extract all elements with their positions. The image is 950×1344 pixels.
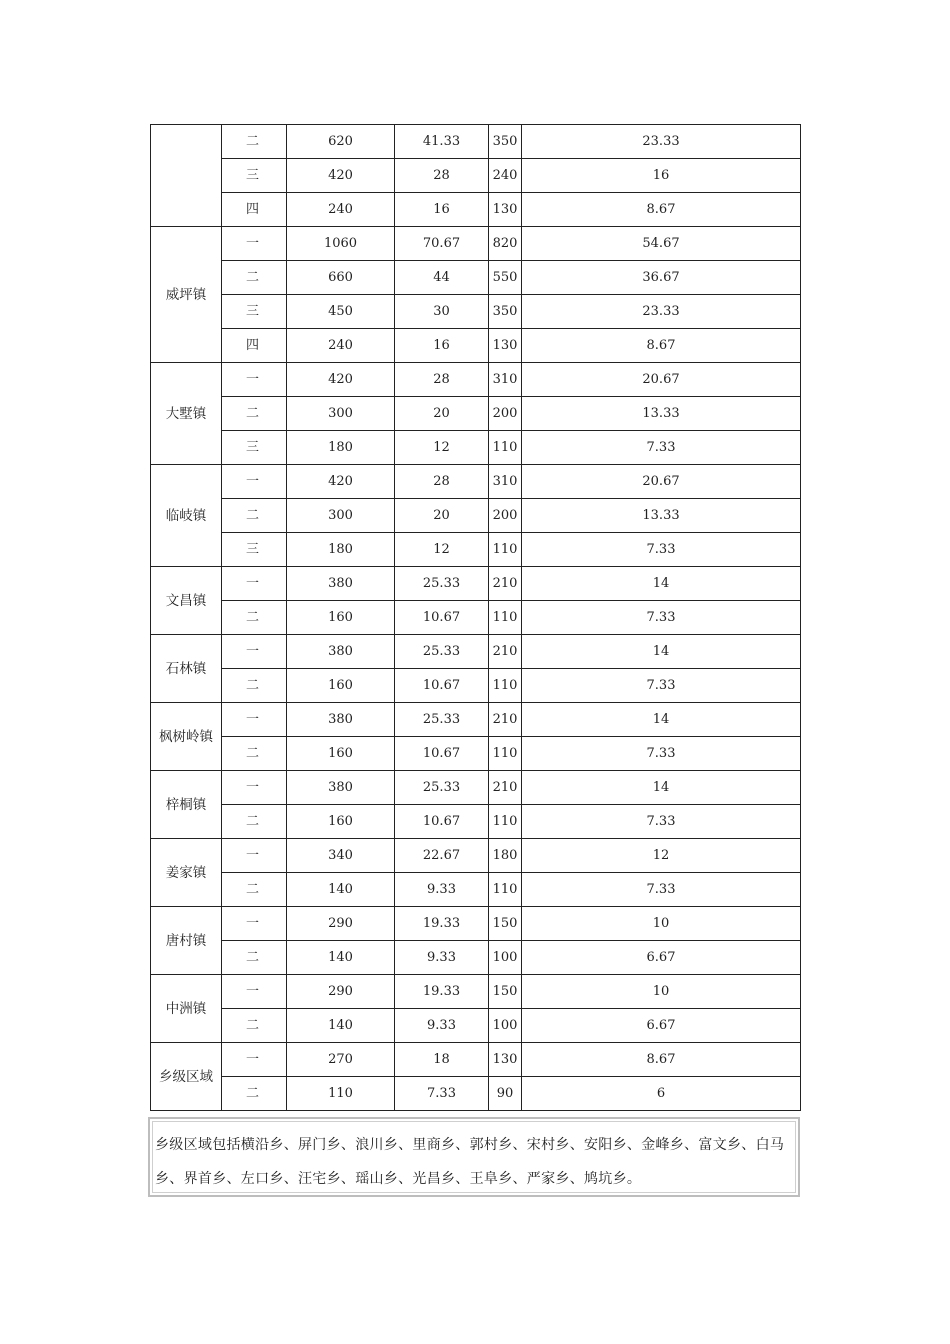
table-row bbox=[151, 533, 801, 567]
value-d-cell: 6.67 bbox=[522, 941, 801, 975]
value-a-cell: 660 bbox=[287, 261, 395, 295]
table-row bbox=[151, 1009, 801, 1043]
value-c-cell: 820 bbox=[489, 227, 522, 261]
value-c-cell: 110 bbox=[489, 805, 522, 839]
value-a-cell: 340 bbox=[287, 839, 395, 873]
grade-cell: 三 bbox=[222, 431, 287, 465]
value-d-cell: 23.33 bbox=[522, 295, 801, 329]
table-row bbox=[151, 941, 801, 975]
value-c-cell: 550 bbox=[489, 261, 522, 295]
note-box bbox=[148, 1117, 800, 1197]
value-b-cell: 16 bbox=[395, 193, 489, 227]
value-a-cell: 240 bbox=[287, 193, 395, 227]
value-a-cell: 270 bbox=[287, 1043, 395, 1077]
table-row bbox=[151, 363, 801, 397]
value-b-cell: 20 bbox=[395, 397, 489, 431]
town-name-cell: 枫树岭镇 bbox=[151, 703, 222, 771]
table-row bbox=[151, 329, 801, 363]
grade-cell: 一 bbox=[222, 771, 287, 805]
value-d-cell: 6 bbox=[522, 1077, 801, 1111]
table-row bbox=[151, 975, 801, 1009]
grade-cell: 一 bbox=[222, 907, 287, 941]
grade-cell: 二 bbox=[222, 669, 287, 703]
value-b-cell: 18 bbox=[395, 1043, 489, 1077]
value-a-cell: 1060 bbox=[287, 227, 395, 261]
value-c-cell: 110 bbox=[489, 431, 522, 465]
value-d-cell: 23.33 bbox=[522, 125, 801, 159]
table-row bbox=[151, 567, 801, 601]
value-b-cell: 19.33 bbox=[395, 975, 489, 1009]
value-b-cell: 25.33 bbox=[395, 635, 489, 669]
grade-cell: 一 bbox=[222, 975, 287, 1009]
value-b-cell: 20 bbox=[395, 499, 489, 533]
value-a-cell: 420 bbox=[287, 465, 395, 499]
grade-cell: 二 bbox=[222, 261, 287, 295]
grade-cell: 二 bbox=[222, 601, 287, 635]
table-row bbox=[151, 703, 801, 737]
value-c-cell: 110 bbox=[489, 669, 522, 703]
value-d-cell: 14 bbox=[522, 703, 801, 737]
table-row bbox=[151, 295, 801, 329]
table-row bbox=[151, 1043, 801, 1077]
value-b-cell: 9.33 bbox=[395, 1009, 489, 1043]
table-row bbox=[151, 159, 801, 193]
value-c-cell: 110 bbox=[489, 533, 522, 567]
value-b-cell: 19.33 bbox=[395, 907, 489, 941]
value-c-cell: 130 bbox=[489, 193, 522, 227]
value-c-cell: 210 bbox=[489, 703, 522, 737]
value-a-cell: 300 bbox=[287, 499, 395, 533]
value-d-cell: 10 bbox=[522, 907, 801, 941]
value-b-cell: 7.33 bbox=[395, 1077, 489, 1111]
value-d-cell: 8.67 bbox=[522, 329, 801, 363]
value-b-cell: 28 bbox=[395, 159, 489, 193]
grade-cell: 二 bbox=[222, 1009, 287, 1043]
grade-cell: 一 bbox=[222, 465, 287, 499]
value-b-cell: 10.67 bbox=[395, 737, 489, 771]
value-b-cell: 10.67 bbox=[395, 805, 489, 839]
value-a-cell: 160 bbox=[287, 601, 395, 635]
value-d-cell: 13.33 bbox=[522, 499, 801, 533]
table-row bbox=[151, 737, 801, 771]
note-inner bbox=[152, 1121, 796, 1193]
grade-cell: 二 bbox=[222, 397, 287, 431]
value-a-cell: 140 bbox=[287, 941, 395, 975]
value-a-cell: 180 bbox=[287, 431, 395, 465]
value-a-cell: 620 bbox=[287, 125, 395, 159]
value-a-cell: 380 bbox=[287, 771, 395, 805]
grade-cell: 一 bbox=[222, 1043, 287, 1077]
value-a-cell: 420 bbox=[287, 363, 395, 397]
value-d-cell: 36.67 bbox=[522, 261, 801, 295]
table-row bbox=[151, 601, 801, 635]
value-c-cell: 100 bbox=[489, 1009, 522, 1043]
value-b-cell: 44 bbox=[395, 261, 489, 295]
value-c-cell: 100 bbox=[489, 941, 522, 975]
value-d-cell: 13.33 bbox=[522, 397, 801, 431]
value-c-cell: 210 bbox=[489, 567, 522, 601]
table-row bbox=[151, 669, 801, 703]
town-name-cell: 乡级区域 bbox=[151, 1043, 222, 1111]
value-d-cell: 8.67 bbox=[522, 1043, 801, 1077]
table-row bbox=[151, 193, 801, 227]
note-line-2: 乡、界首乡、左口乡、汪宅乡、瑶山乡、光昌乡、王阜乡、严家乡、鸠坑乡。 bbox=[155, 1171, 642, 1187]
value-b-cell: 25.33 bbox=[395, 703, 489, 737]
value-c-cell: 240 bbox=[489, 159, 522, 193]
table-row bbox=[151, 805, 801, 839]
value-c-cell: 350 bbox=[489, 125, 522, 159]
table-row bbox=[151, 465, 801, 499]
value-a-cell: 180 bbox=[287, 533, 395, 567]
grade-cell: 二 bbox=[222, 737, 287, 771]
value-d-cell: 20.67 bbox=[522, 465, 801, 499]
table-row bbox=[151, 499, 801, 533]
table-row bbox=[151, 907, 801, 941]
value-d-cell: 7.33 bbox=[522, 533, 801, 567]
value-a-cell: 110 bbox=[287, 1077, 395, 1111]
table-row bbox=[151, 771, 801, 805]
town-name-cell bbox=[151, 125, 222, 227]
value-c-cell: 200 bbox=[489, 397, 522, 431]
value-c-cell: 110 bbox=[489, 737, 522, 771]
price-table-body bbox=[151, 125, 801, 1111]
value-a-cell: 160 bbox=[287, 669, 395, 703]
grade-cell: 一 bbox=[222, 839, 287, 873]
town-name-cell: 临岐镇 bbox=[151, 465, 222, 567]
value-b-cell: 28 bbox=[395, 363, 489, 397]
table-row bbox=[151, 873, 801, 907]
grade-cell: 四 bbox=[222, 193, 287, 227]
value-d-cell: 16 bbox=[522, 159, 801, 193]
value-c-cell: 90 bbox=[489, 1077, 522, 1111]
table-row bbox=[151, 635, 801, 669]
grade-cell: 二 bbox=[222, 125, 287, 159]
value-b-cell: 70.67 bbox=[395, 227, 489, 261]
value-d-cell: 7.33 bbox=[522, 873, 801, 907]
value-c-cell: 210 bbox=[489, 635, 522, 669]
value-b-cell: 10.67 bbox=[395, 601, 489, 635]
value-d-cell: 7.33 bbox=[522, 737, 801, 771]
value-d-cell: 14 bbox=[522, 567, 801, 601]
value-a-cell: 290 bbox=[287, 975, 395, 1009]
value-b-cell: 9.33 bbox=[395, 873, 489, 907]
value-b-cell: 28 bbox=[395, 465, 489, 499]
value-c-cell: 150 bbox=[489, 975, 522, 1009]
town-name-cell: 梓桐镇 bbox=[151, 771, 222, 839]
value-b-cell: 25.33 bbox=[395, 567, 489, 601]
grade-cell: 一 bbox=[222, 567, 287, 601]
grade-cell: 一 bbox=[222, 703, 287, 737]
value-d-cell: 12 bbox=[522, 839, 801, 873]
value-b-cell: 25.33 bbox=[395, 771, 489, 805]
value-d-cell: 7.33 bbox=[522, 805, 801, 839]
value-b-cell: 16 bbox=[395, 329, 489, 363]
town-name-cell: 中洲镇 bbox=[151, 975, 222, 1043]
table-row bbox=[151, 1077, 801, 1111]
grade-cell: 二 bbox=[222, 941, 287, 975]
value-d-cell: 7.33 bbox=[522, 431, 801, 465]
grade-cell: 二 bbox=[222, 805, 287, 839]
value-a-cell: 140 bbox=[287, 873, 395, 907]
value-c-cell: 310 bbox=[489, 465, 522, 499]
value-c-cell: 350 bbox=[489, 295, 522, 329]
value-a-cell: 300 bbox=[287, 397, 395, 431]
value-d-cell: 14 bbox=[522, 635, 801, 669]
town-name-cell: 石林镇 bbox=[151, 635, 222, 703]
town-name-cell: 威坪镇 bbox=[151, 227, 222, 363]
grade-cell: 一 bbox=[222, 635, 287, 669]
price-table-container bbox=[150, 124, 800, 1111]
value-d-cell: 10 bbox=[522, 975, 801, 1009]
value-a-cell: 380 bbox=[287, 567, 395, 601]
value-b-cell: 10.67 bbox=[395, 669, 489, 703]
value-c-cell: 110 bbox=[489, 601, 522, 635]
value-c-cell: 130 bbox=[489, 1043, 522, 1077]
value-c-cell: 200 bbox=[489, 499, 522, 533]
value-c-cell: 150 bbox=[489, 907, 522, 941]
value-a-cell: 160 bbox=[287, 737, 395, 771]
grade-cell: 三 bbox=[222, 295, 287, 329]
grade-cell: 二 bbox=[222, 1077, 287, 1111]
value-b-cell: 12 bbox=[395, 533, 489, 567]
value-b-cell: 22.67 bbox=[395, 839, 489, 873]
value-d-cell: 20.67 bbox=[522, 363, 801, 397]
table-row bbox=[151, 839, 801, 873]
grade-cell: 一 bbox=[222, 227, 287, 261]
grade-cell: 一 bbox=[222, 363, 287, 397]
value-b-cell: 41.33 bbox=[395, 125, 489, 159]
town-name-cell: 文昌镇 bbox=[151, 567, 222, 635]
value-d-cell: 8.67 bbox=[522, 193, 801, 227]
grade-cell: 四 bbox=[222, 329, 287, 363]
value-a-cell: 290 bbox=[287, 907, 395, 941]
value-a-cell: 160 bbox=[287, 805, 395, 839]
value-b-cell: 12 bbox=[395, 431, 489, 465]
value-d-cell: 7.33 bbox=[522, 669, 801, 703]
table-row bbox=[151, 261, 801, 295]
value-d-cell: 14 bbox=[522, 771, 801, 805]
value-a-cell: 140 bbox=[287, 1009, 395, 1043]
value-a-cell: 240 bbox=[287, 329, 395, 363]
price-table bbox=[150, 124, 801, 1111]
value-d-cell: 6.67 bbox=[522, 1009, 801, 1043]
value-a-cell: 380 bbox=[287, 703, 395, 737]
value-a-cell: 380 bbox=[287, 635, 395, 669]
value-a-cell: 420 bbox=[287, 159, 395, 193]
town-name-cell: 唐村镇 bbox=[151, 907, 222, 975]
value-a-cell: 450 bbox=[287, 295, 395, 329]
grade-cell: 二 bbox=[222, 873, 287, 907]
table-row bbox=[151, 227, 801, 261]
value-c-cell: 210 bbox=[489, 771, 522, 805]
table-row bbox=[151, 125, 801, 159]
value-c-cell: 110 bbox=[489, 873, 522, 907]
note-line-1: 乡级区域包括横沿乡、屏门乡、浪川乡、里商乡、郭村乡、宋村乡、安阳乡、金峰乡、富文乡、白马 bbox=[155, 1137, 785, 1153]
grade-cell: 二 bbox=[222, 499, 287, 533]
value-c-cell: 310 bbox=[489, 363, 522, 397]
value-d-cell: 54.67 bbox=[522, 227, 801, 261]
grade-cell: 三 bbox=[222, 159, 287, 193]
value-b-cell: 30 bbox=[395, 295, 489, 329]
value-c-cell: 130 bbox=[489, 329, 522, 363]
town-name-cell: 大墅镇 bbox=[151, 363, 222, 465]
value-d-cell: 7.33 bbox=[522, 601, 801, 635]
value-c-cell: 180 bbox=[489, 839, 522, 873]
grade-cell: 三 bbox=[222, 533, 287, 567]
table-row bbox=[151, 397, 801, 431]
value-b-cell: 9.33 bbox=[395, 941, 489, 975]
table-row bbox=[151, 431, 801, 465]
town-name-cell: 姜家镇 bbox=[151, 839, 222, 907]
